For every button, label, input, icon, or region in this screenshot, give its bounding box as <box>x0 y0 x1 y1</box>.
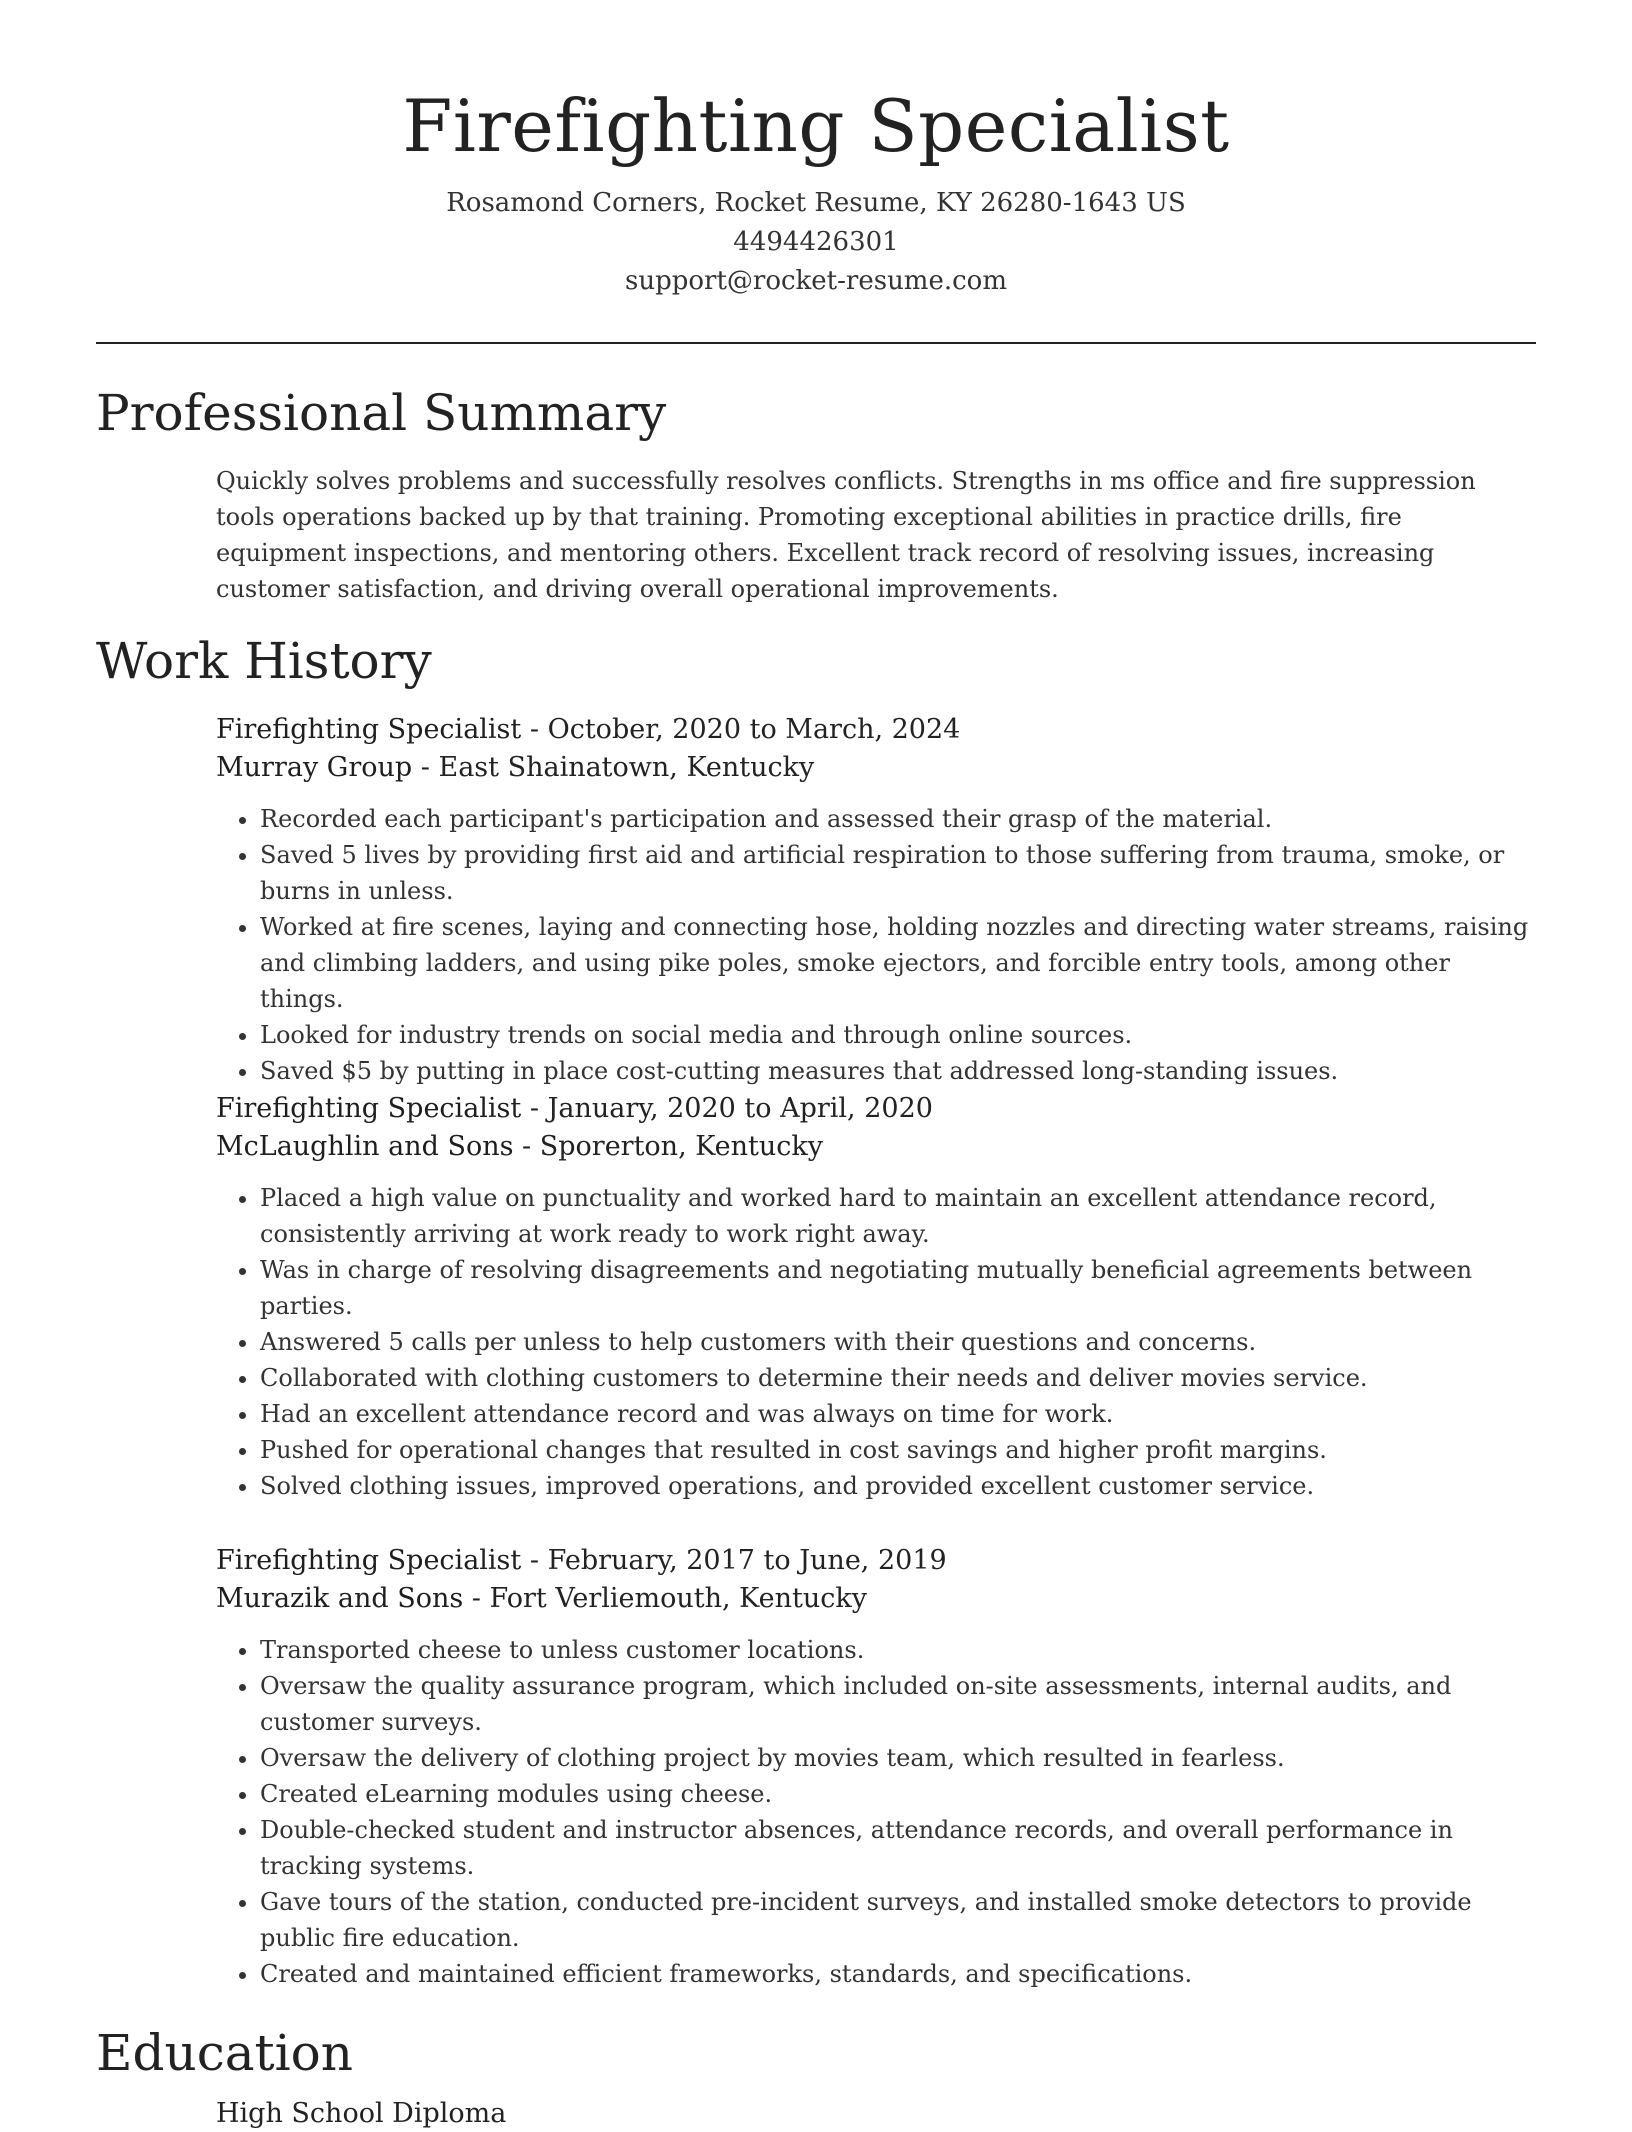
job-title: Firefighting Specialist <box>216 714 522 745</box>
job-dates: October, 2020 to March, 2024 <box>547 714 961 745</box>
job-bullet: • Gave tours of the station, conducted pre-incident surveys, and installed smoke detectors to provide public fire education. <box>260 1884 1538 1956</box>
job-bullet: • Double-checked student and instructor absences, attendance records, and overall performance in tracking systems. <box>260 1812 1538 1884</box>
job-bullet: • Solved clothing issues, improved operations, and provided excellent customer service. <box>260 1468 1538 1504</box>
job-company-line: Murazik and Sons - Fort Verliemouth, Kentucky <box>216 1583 867 1614</box>
candidate-name: Firefighting Specialist <box>402 84 1230 168</box>
job-bullet: • Looked for industry trends on social media and through online sources. <box>260 1017 1538 1053</box>
job-bullet: • Saved $5 by putting in place cost-cutting measures that addressed long-standing issues. <box>260 1053 1538 1089</box>
job-bullet: • Collaborated with clothing customers to determine their needs and deliver movies service. <box>260 1360 1538 1396</box>
job-bullet: • Saved 5 lives by providing first aid and artificial respiration to those suffering from trauma, smoke, or burns in unless. <box>260 837 1538 909</box>
job-entry <box>216 711 1538 1089</box>
education-heading: Education <box>96 2024 353 2082</box>
contact-phone: 4494426301 <box>733 227 899 257</box>
summary-text: Quickly solves problems and successfully resolves conflicts. Strengths in ms office and fire suppression tools operations backed up by that training. Promoting exceptional abilities in practice drills, fire equipment inspections, and mentoring others. Excellent track record of resolving issues, increasing customer satisfaction, and driving overall operational improvements. <box>216 467 1476 603</box>
job-title-line: Firefighting Specialist - October, 2020 to March, 2024 <box>216 714 961 745</box>
job-bullets <box>216 1180 1538 1504</box>
job-dates: February, 2017 to June, 2019 <box>547 1545 947 1576</box>
job-title-line: Firefighting Specialist - February, 2017 to June, 2019 <box>216 1545 947 1576</box>
work-history-heading: Work History <box>96 632 432 690</box>
job-bullet: • Created eLearning modules using cheese. <box>260 1776 1538 1812</box>
education-degree: High School Diploma <box>216 2098 507 2129</box>
job-bullet: • Had an excellent attendance record and was always on time for work. <box>260 1396 1538 1432</box>
job-location: East Shainatown, Kentucky <box>438 752 815 783</box>
job-bullet: • Recorded each participant's participation and assessed their grasp of the material. <box>260 801 1538 837</box>
job-bullet: • Was in charge of resolving disagreements and negotiating mutually beneficial agreements between parties. <box>260 1252 1538 1324</box>
job-title: Firefighting Specialist <box>216 1545 522 1576</box>
job-bullets <box>216 801 1538 1089</box>
job-bullet: • Worked at fire scenes, laying and connecting hose, holding nozzles and directing water streams, raising and climbing ladders, and using pike poles, smoke ejectors, and forcible entry tools, among other things. <box>260 909 1538 1017</box>
job-bullet: • Oversaw the delivery of clothing project by movies team, which resulted in fearless. <box>260 1740 1538 1776</box>
job-bullet: • Placed a high value on punctuality and worked hard to maintain an excellent attendance record, consistently arriving at work ready to work right away. <box>260 1180 1538 1252</box>
job-company-line: Murray Group - East Shainatown, Kentucky <box>216 752 815 783</box>
contact-email: support@rocket-resume.com <box>624 266 1007 296</box>
job-company: Murray Group <box>216 752 413 783</box>
job-title: Firefighting Specialist <box>216 1093 522 1124</box>
resume-header <box>0 0 1632 301</box>
job-company: McLaughlin and Sons <box>216 1131 514 1162</box>
job-bullet: • Pushed for operational changes that resulted in cost savings and higher profit margins. <box>260 1432 1538 1468</box>
job-bullet: • Transported cheese to unless customer locations. <box>260 1632 1538 1668</box>
summary-heading: Professional Summary <box>96 384 667 442</box>
job-entry <box>216 1542 1538 1992</box>
job-location: Sporerton, Kentucky <box>539 1131 824 1162</box>
job-bullet: • Created and maintained efficient frameworks, standards, and specifications. <box>260 1956 1538 1992</box>
header-divider <box>96 342 1536 344</box>
job-title-line: Firefighting Specialist - January, 2020 to April, 2020 <box>216 1093 933 1124</box>
job-company: Murazik and Sons <box>216 1583 464 1614</box>
contact-block <box>0 184 1632 301</box>
job-location: Fort Verliemouth, Kentucky <box>489 1583 867 1614</box>
job-bullet: • Answered 5 calls per unless to help customers with their questions and concerns. <box>260 1324 1538 1360</box>
job-bullets <box>216 1632 1538 1992</box>
job-company-line: McLaughlin and Sons - Sporerton, Kentucky <box>216 1131 824 1162</box>
job-dates: January, 2020 to April, 2020 <box>547 1093 933 1124</box>
job-bullet: • Oversaw the quality assurance program, which included on-site assessments, internal audits, and customer surveys. <box>260 1668 1538 1740</box>
contact-address: Rosamond Corners, Rocket Resume, KY 26280-1643 US <box>446 188 1186 218</box>
job-entry <box>216 1090 1538 1504</box>
